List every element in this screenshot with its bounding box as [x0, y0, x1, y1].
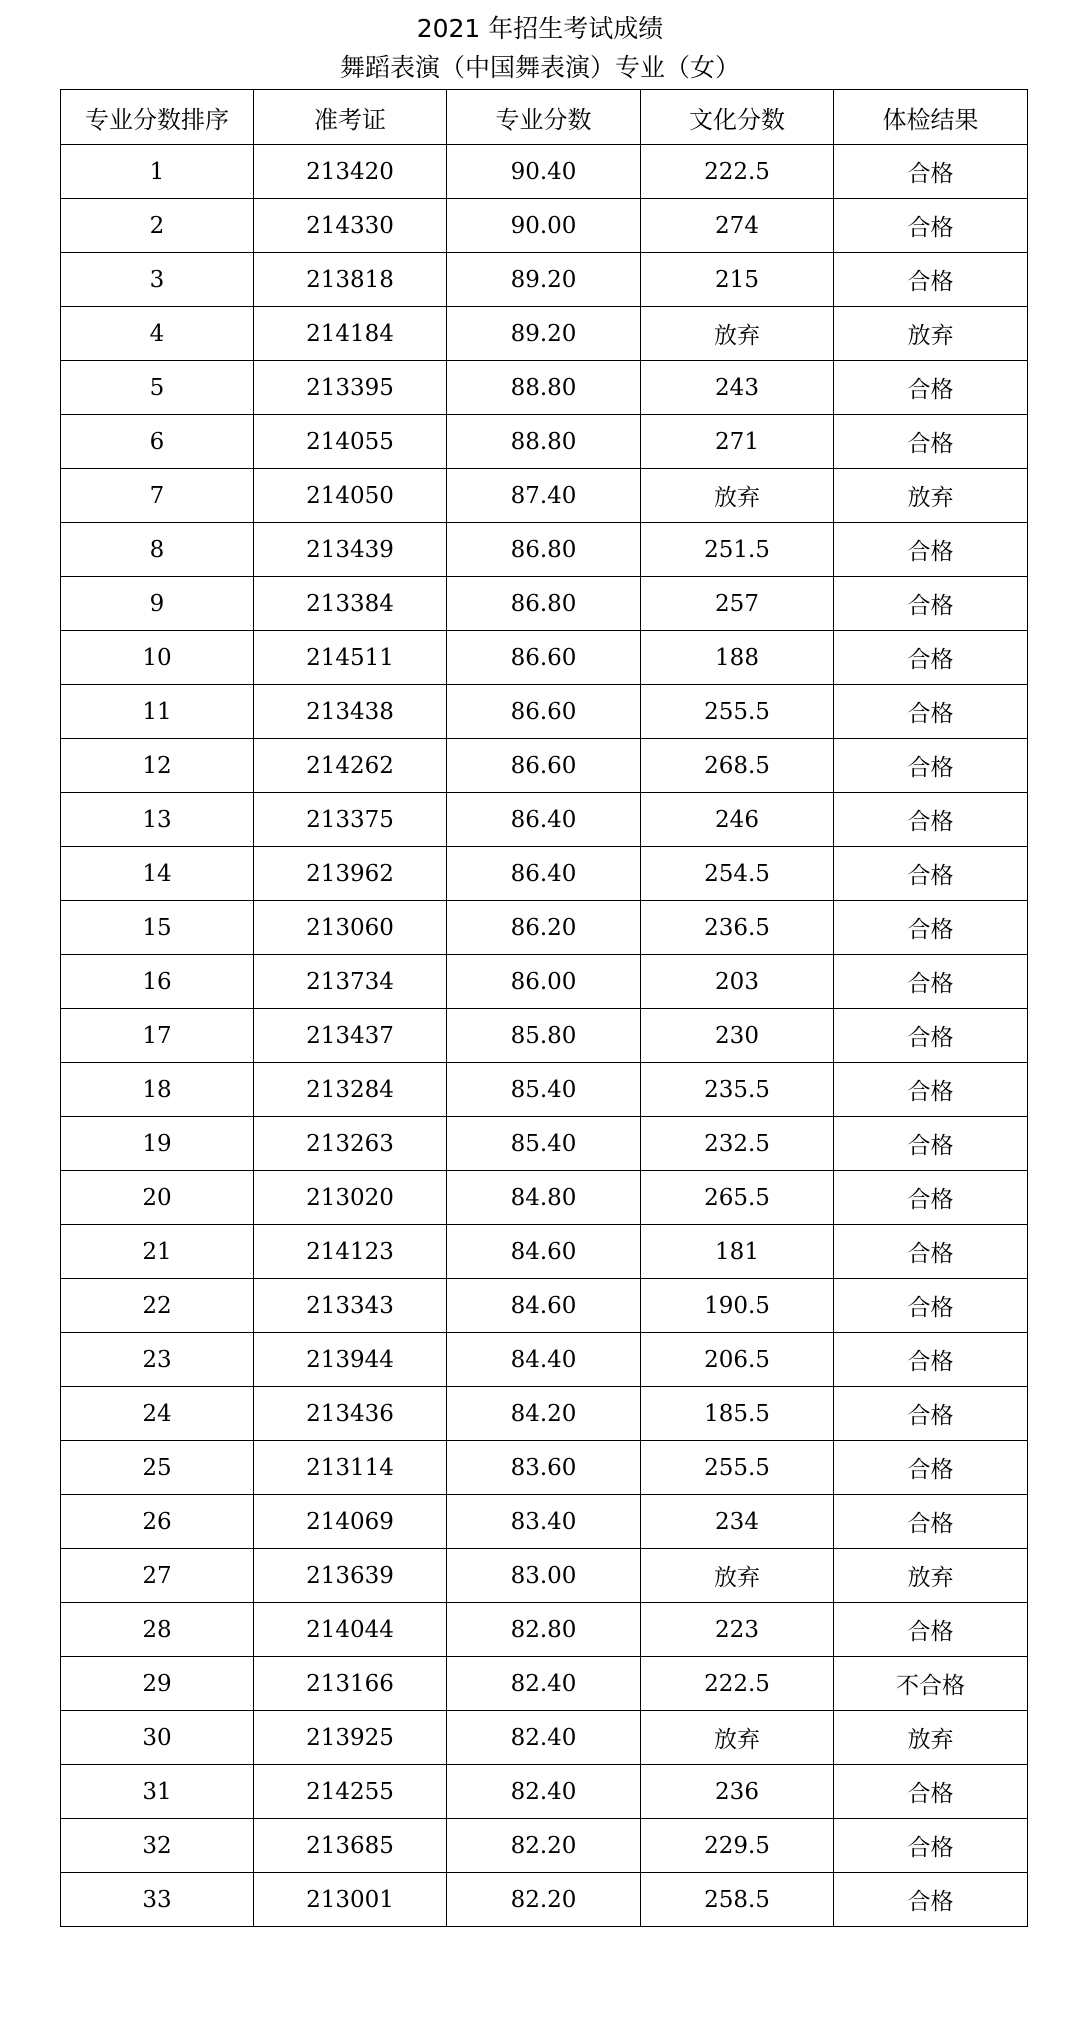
exam-result-cell: 放弃	[834, 1549, 1028, 1603]
culture-score-cell: 243	[641, 361, 834, 415]
table-row	[61, 1387, 1028, 1441]
ticket-cell: 213437	[254, 1009, 447, 1063]
culture-score-cell: 206.5	[641, 1333, 834, 1387]
table-row	[61, 469, 1028, 523]
header-ticket-number: 准考证	[254, 90, 447, 145]
table-row	[61, 1441, 1028, 1495]
header-culture-score: 文化分数	[641, 90, 834, 145]
major-score-cell: 85.40	[447, 1063, 641, 1117]
table-row	[61, 523, 1028, 577]
ticket-cell: 214069	[254, 1495, 447, 1549]
culture-score-cell: 229.5	[641, 1819, 834, 1873]
major-score-cell: 84.80	[447, 1171, 641, 1225]
rank-cell: 12	[61, 739, 254, 793]
ticket-cell: 214055	[254, 415, 447, 469]
rank-cell: 32	[61, 1819, 254, 1873]
culture-score-cell: 251.5	[641, 523, 834, 577]
culture-score-cell: 190.5	[641, 1279, 834, 1333]
ticket-cell: 213375	[254, 793, 447, 847]
culture-score-cell: 234	[641, 1495, 834, 1549]
ticket-cell: 214123	[254, 1225, 447, 1279]
major-score-cell: 85.40	[447, 1117, 641, 1171]
table-row	[61, 361, 1028, 415]
ticket-cell: 213639	[254, 1549, 447, 1603]
exam-result-cell: 合格	[834, 901, 1028, 955]
ticket-cell: 213962	[254, 847, 447, 901]
exam-result-cell: 合格	[834, 793, 1028, 847]
ticket-cell: 213436	[254, 1387, 447, 1441]
ticket-cell: 213001	[254, 1873, 447, 1927]
ticket-cell: 213734	[254, 955, 447, 1009]
rank-cell: 21	[61, 1225, 254, 1279]
major-score-cell: 89.20	[447, 253, 641, 307]
table-row	[61, 1711, 1028, 1765]
table-row	[61, 1819, 1028, 1873]
major-score-cell: 84.60	[447, 1279, 641, 1333]
major-score-cell: 83.60	[447, 1441, 641, 1495]
table-row	[61, 1603, 1028, 1657]
major-score-cell: 82.20	[447, 1819, 641, 1873]
culture-score-cell: 246	[641, 793, 834, 847]
major-score-cell: 82.20	[447, 1873, 641, 1927]
major-score-cell: 84.20	[447, 1387, 641, 1441]
rank-cell: 23	[61, 1333, 254, 1387]
table-row	[61, 1117, 1028, 1171]
exam-result-cell: 合格	[834, 415, 1028, 469]
ticket-cell: 213395	[254, 361, 447, 415]
table-row	[61, 1171, 1028, 1225]
ticket-cell: 213114	[254, 1441, 447, 1495]
culture-score-cell: 235.5	[641, 1063, 834, 1117]
table-body	[61, 145, 1028, 1927]
ticket-cell: 213439	[254, 523, 447, 577]
exam-result-cell: 合格	[834, 685, 1028, 739]
rank-cell: 2	[61, 199, 254, 253]
rank-cell: 4	[61, 307, 254, 361]
culture-score-cell: 放弃	[641, 1711, 834, 1765]
culture-score-cell: 236.5	[641, 901, 834, 955]
table-row	[61, 307, 1028, 361]
ticket-cell: 213020	[254, 1171, 447, 1225]
culture-score-cell: 255.5	[641, 685, 834, 739]
ticket-cell: 213166	[254, 1657, 447, 1711]
culture-score-cell: 230	[641, 1009, 834, 1063]
exam-result-cell: 合格	[834, 523, 1028, 577]
major-score-cell: 87.40	[447, 469, 641, 523]
ticket-cell: 213284	[254, 1063, 447, 1117]
rank-cell: 15	[61, 901, 254, 955]
rank-cell: 31	[61, 1765, 254, 1819]
culture-score-cell: 215	[641, 253, 834, 307]
ticket-cell: 214262	[254, 739, 447, 793]
rank-cell: 29	[61, 1657, 254, 1711]
rank-cell: 16	[61, 955, 254, 1009]
culture-score-cell: 放弃	[641, 469, 834, 523]
culture-score-cell: 放弃	[641, 1549, 834, 1603]
culture-score-cell: 222.5	[641, 145, 834, 199]
ticket-cell: 213438	[254, 685, 447, 739]
culture-score-cell: 255.5	[641, 1441, 834, 1495]
ticket-cell: 214044	[254, 1603, 447, 1657]
culture-score-cell: 257	[641, 577, 834, 631]
culture-score-cell: 268.5	[641, 739, 834, 793]
ticket-cell: 213818	[254, 253, 447, 307]
major-score-cell: 90.40	[447, 145, 641, 199]
header-physical-exam: 体检结果	[834, 90, 1028, 145]
exam-result-cell: 合格	[834, 199, 1028, 253]
rank-cell: 27	[61, 1549, 254, 1603]
exam-result-cell: 合格	[834, 1117, 1028, 1171]
rank-cell: 8	[61, 523, 254, 577]
table-row	[61, 199, 1028, 253]
rank-cell: 13	[61, 793, 254, 847]
rank-cell: 28	[61, 1603, 254, 1657]
ticket-cell: 213263	[254, 1117, 447, 1171]
rank-cell: 1	[61, 145, 254, 199]
rank-cell: 24	[61, 1387, 254, 1441]
exam-result-cell: 合格	[834, 145, 1028, 199]
rank-cell: 17	[61, 1009, 254, 1063]
table-row	[61, 1765, 1028, 1819]
culture-score-cell: 274	[641, 199, 834, 253]
major-score-cell: 89.20	[447, 307, 641, 361]
rank-cell: 30	[61, 1711, 254, 1765]
major-score-cell: 86.80	[447, 577, 641, 631]
major-score-cell: 83.00	[447, 1549, 641, 1603]
major-score-cell: 82.40	[447, 1765, 641, 1819]
table-row	[61, 1873, 1028, 1927]
major-score-cell: 88.80	[447, 361, 641, 415]
culture-score-cell: 188	[641, 631, 834, 685]
table-row	[61, 1225, 1028, 1279]
ticket-cell: 214255	[254, 1765, 447, 1819]
major-score-cell: 82.40	[447, 1657, 641, 1711]
major-score-cell: 88.80	[447, 415, 641, 469]
major-score-cell: 86.60	[447, 631, 641, 685]
table-row	[61, 955, 1028, 1009]
ticket-cell: 214184	[254, 307, 447, 361]
rank-cell: 5	[61, 361, 254, 415]
rank-cell: 22	[61, 1279, 254, 1333]
ticket-cell: 214050	[254, 469, 447, 523]
major-score-cell: 86.60	[447, 739, 641, 793]
major-score-cell: 86.40	[447, 793, 641, 847]
header-major-score: 专业分数	[447, 90, 641, 145]
major-score-cell: 84.60	[447, 1225, 641, 1279]
table-row	[61, 1333, 1028, 1387]
exam-result-cell: 合格	[834, 361, 1028, 415]
major-score-cell: 90.00	[447, 199, 641, 253]
document-subtitle: 舞蹈表演（中国舞表演）专业（女）	[339, 53, 740, 82]
rank-cell: 9	[61, 577, 254, 631]
table-row	[61, 793, 1028, 847]
rank-cell: 3	[61, 253, 254, 307]
table-header-row	[61, 90, 1028, 145]
header-rank: 专业分数排序	[61, 90, 254, 145]
table-row	[61, 631, 1028, 685]
culture-score-cell: 203	[641, 955, 834, 1009]
rank-cell: 6	[61, 415, 254, 469]
table-row	[61, 685, 1028, 739]
culture-score-cell: 185.5	[641, 1387, 834, 1441]
culture-score-cell: 放弃	[641, 307, 834, 361]
major-score-cell: 86.00	[447, 955, 641, 1009]
table-row	[61, 1279, 1028, 1333]
major-score-cell: 86.60	[447, 685, 641, 739]
exam-result-cell: 不合格	[834, 1657, 1028, 1711]
rank-cell: 26	[61, 1495, 254, 1549]
exam-result-cell: 合格	[834, 1495, 1028, 1549]
exam-result-cell: 合格	[834, 1441, 1028, 1495]
exam-result-cell: 合格	[834, 1171, 1028, 1225]
culture-score-cell: 254.5	[641, 847, 834, 901]
exam-result-cell: 合格	[834, 631, 1028, 685]
ticket-cell: 213420	[254, 145, 447, 199]
table-row	[61, 1063, 1028, 1117]
culture-score-cell: 181	[641, 1225, 834, 1279]
table-row	[61, 739, 1028, 793]
exam-result-cell: 合格	[834, 1279, 1028, 1333]
exam-result-cell: 合格	[834, 1819, 1028, 1873]
table-row	[61, 1549, 1028, 1603]
rank-cell: 20	[61, 1171, 254, 1225]
ticket-cell: 214330	[254, 199, 447, 253]
ticket-cell: 213343	[254, 1279, 447, 1333]
table-row	[61, 847, 1028, 901]
table-row	[61, 1657, 1028, 1711]
culture-score-cell: 222.5	[641, 1657, 834, 1711]
exam-result-cell: 放弃	[834, 469, 1028, 523]
culture-score-cell: 223	[641, 1603, 834, 1657]
culture-score-cell: 236	[641, 1765, 834, 1819]
rank-cell: 19	[61, 1117, 254, 1171]
table-row	[61, 1495, 1028, 1549]
major-score-cell: 84.40	[447, 1333, 641, 1387]
culture-score-cell: 265.5	[641, 1171, 834, 1225]
exam-result-cell: 合格	[834, 739, 1028, 793]
major-score-cell: 86.80	[447, 523, 641, 577]
table-row	[61, 901, 1028, 955]
exam-result-cell: 合格	[834, 1063, 1028, 1117]
table-row	[61, 415, 1028, 469]
ticket-cell: 213944	[254, 1333, 447, 1387]
rank-cell: 18	[61, 1063, 254, 1117]
exam-result-cell: 放弃	[834, 1711, 1028, 1765]
table-row	[61, 577, 1028, 631]
exam-result-cell: 合格	[834, 1387, 1028, 1441]
major-score-cell: 85.80	[447, 1009, 641, 1063]
exam-result-cell: 合格	[834, 1333, 1028, 1387]
culture-score-cell: 271	[641, 415, 834, 469]
exam-result-cell: 合格	[834, 1765, 1028, 1819]
table-row	[61, 1009, 1028, 1063]
exam-result-cell: 合格	[834, 253, 1028, 307]
document-title: 2021 年招生考试成绩	[416, 14, 664, 43]
rank-cell: 7	[61, 469, 254, 523]
major-score-cell: 86.20	[447, 901, 641, 955]
exam-result-cell: 合格	[834, 1603, 1028, 1657]
ticket-cell: 214511	[254, 631, 447, 685]
table-row	[61, 145, 1028, 199]
major-score-cell: 83.40	[447, 1495, 641, 1549]
major-score-cell: 86.40	[447, 847, 641, 901]
ticket-cell: 213384	[254, 577, 447, 631]
culture-score-cell: 258.5	[641, 1873, 834, 1927]
major-score-cell: 82.40	[447, 1711, 641, 1765]
major-score-cell: 82.80	[447, 1603, 641, 1657]
exam-result-cell: 合格	[834, 1009, 1028, 1063]
exam-result-cell: 合格	[834, 955, 1028, 1009]
exam-result-cell: 合格	[834, 847, 1028, 901]
rank-cell: 11	[61, 685, 254, 739]
results-table	[60, 89, 1028, 1927]
ticket-cell: 213060	[254, 901, 447, 955]
exam-result-cell: 合格	[834, 1873, 1028, 1927]
rank-cell: 10	[61, 631, 254, 685]
rank-cell: 25	[61, 1441, 254, 1495]
ticket-cell: 213925	[254, 1711, 447, 1765]
ticket-cell: 213685	[254, 1819, 447, 1873]
rank-cell: 33	[61, 1873, 254, 1927]
exam-result-cell: 合格	[834, 1225, 1028, 1279]
exam-result-cell: 放弃	[834, 307, 1028, 361]
exam-result-cell: 合格	[834, 577, 1028, 631]
table-row	[61, 253, 1028, 307]
culture-score-cell: 232.5	[641, 1117, 834, 1171]
rank-cell: 14	[61, 847, 254, 901]
